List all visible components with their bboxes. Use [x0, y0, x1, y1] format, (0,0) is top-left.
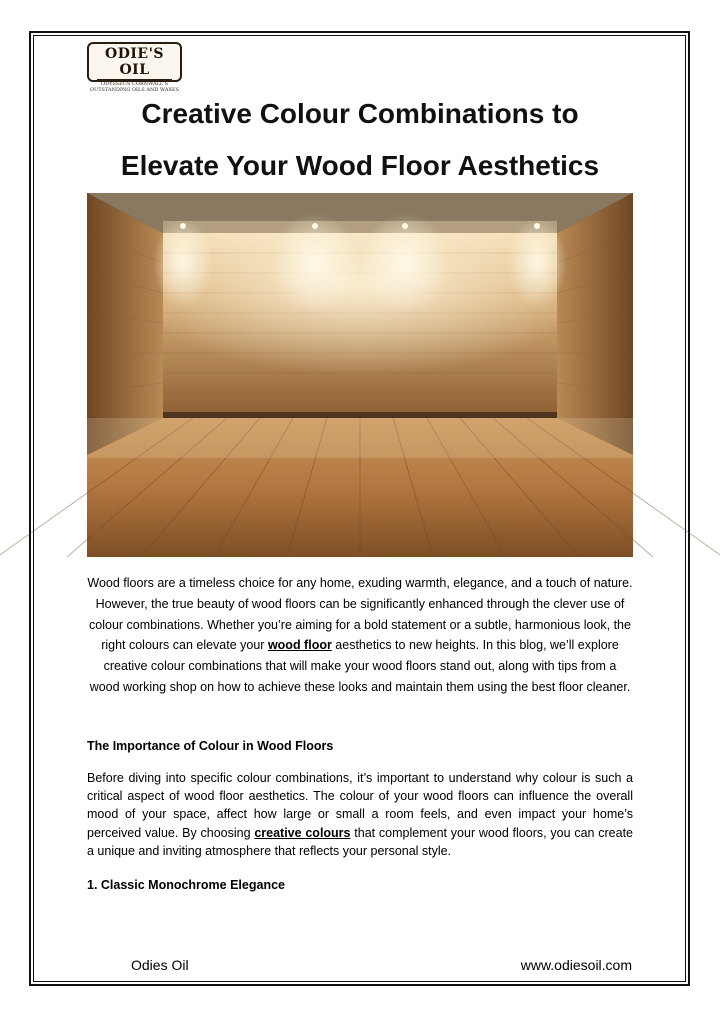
logo-rule	[97, 79, 172, 80]
section-heading-importance: The Importance of Colour in Wood Floors	[87, 739, 334, 753]
creative-colours-link[interactable]: creative colours	[254, 825, 351, 840]
intro-paragraph	[87, 573, 633, 698]
intro-text-before: Wood floors are a timeless choice for any home, exuding warmth, elegance, and a touch of nature. However, the true beauty of wood floors can be significantly enhanced through the clever use of colour combinations. Whether you’re aiming for a bold statement or a subtle, harmonious look, the right colours can elevate your	[87, 576, 633, 653]
title-line-2: Elevate Your Wood Floor Aesthetics	[120, 150, 600, 181]
page-title	[40, 88, 680, 192]
intro-text-after: aesthetics to new heights. In this blog, we’ll explore creative colour combinations that will make your wood floors stand out, along with tips from a wood working shop on how to achieve these looks and maintain them using the best floor cleaner.	[89, 638, 631, 694]
footer-website-url[interactable]: www.odiesoil.com	[520, 957, 632, 973]
importance-paragraph	[87, 769, 633, 860]
footer-company-name: Odies Oil	[131, 957, 189, 973]
logo-subtag: OUTSTANDING OILS AND WAXES	[89, 87, 180, 93]
importance-text-after: that complement your wood floors, you can create a unique and inviting atmosphere that reflects your personal style.	[87, 825, 633, 858]
section-heading-monochrome: 1. Classic Monochrome Elegance	[87, 878, 285, 892]
title-line-1: Creative Colour Combinations to	[141, 98, 579, 129]
odies-oil-logo	[87, 42, 182, 93]
logo-tagline: ODYSSEUS CORNWALL'S	[100, 81, 169, 87]
wood-floor-link[interactable]: wood floor	[267, 638, 332, 653]
importance-text-before: Before diving into specific colour combinations, it’s important to understand why colour is such a critical aspect of wood floor aesthetics. The colour of your wood floors can influence the overall mood of your space, affect how large or small a room feels, and even impact your home’s perceived value. By choosing	[87, 771, 633, 840]
logo-name: ODIE'S OIL	[105, 46, 164, 78]
hero-image-wood-floor-room	[87, 193, 633, 557]
